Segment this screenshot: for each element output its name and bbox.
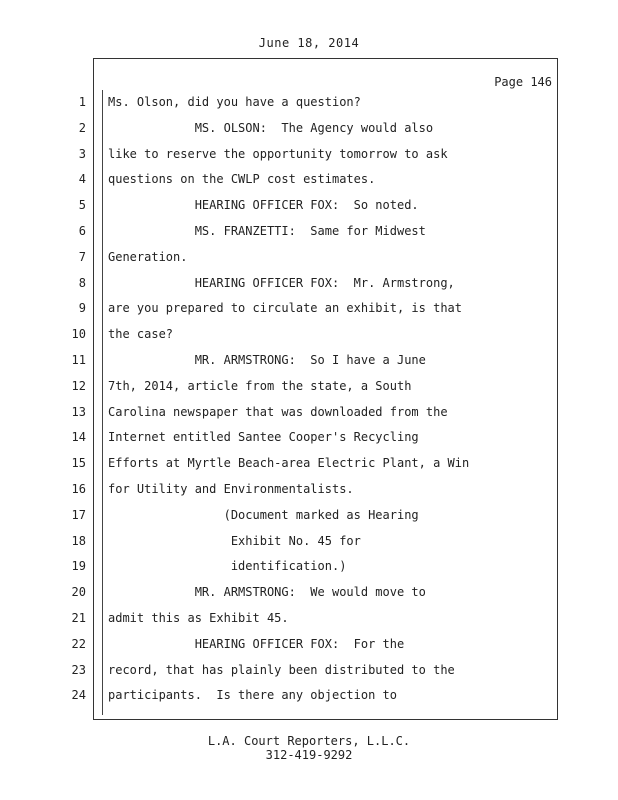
line-number: 9	[78, 301, 86, 316]
line-text: MR. ARMSTRONG: So I have a June	[108, 353, 426, 367]
line-text: HEARING OFFICER FOX: For the	[108, 636, 405, 651]
line-number: 8	[78, 275, 86, 290]
line-number: 16	[71, 482, 86, 496]
line-text: HEARING OFFICER FOX: Mr. Armstrong,	[108, 275, 455, 290]
transcript-line	[0, 686, 618, 704]
line-number: 7	[78, 249, 86, 264]
line-number: 6	[78, 224, 86, 238]
line-number: 24	[71, 688, 86, 703]
line-number: 21	[71, 611, 86, 625]
line-number: 23	[71, 662, 86, 677]
line-text: MS. OLSON: The Agency would also	[108, 120, 434, 135]
transcript-line	[0, 609, 618, 627]
transcript-line	[0, 428, 618, 446]
transcript-date-header: June 18, 2014	[258, 36, 360, 50]
line-number: 18	[71, 533, 86, 548]
line-number: 15	[71, 456, 86, 471]
line-number: 3	[78, 146, 86, 161]
transcript-line	[0, 119, 618, 137]
transcript-line	[0, 532, 618, 550]
transcript-line	[0, 170, 618, 188]
line-number: 17	[71, 507, 86, 522]
transcript-line	[0, 325, 618, 343]
line-text: Internet entitled Santee Cooper's Recycling	[108, 430, 419, 445]
transcript-line	[0, 248, 618, 266]
line-text: 7th, 2014, article from the state, a South	[108, 378, 412, 393]
line-number: 1	[78, 95, 86, 109]
line-text: MR. ARMSTRONG: We would move to	[108, 585, 426, 600]
court-reporter-phone: 312-419-9292	[265, 748, 353, 762]
transcript-line	[0, 377, 618, 395]
transcript-line	[0, 635, 618, 653]
line-number: 10	[71, 327, 86, 342]
line-number: 13	[71, 404, 86, 419]
transcript-line	[0, 222, 618, 240]
line-text: MS. FRANZETTI: Same for Midwest	[108, 224, 426, 238]
line-text: participants. Is there any objection to	[108, 688, 397, 703]
line-text: Generation.	[108, 249, 188, 264]
transcript-line	[0, 583, 618, 601]
transcript-line	[0, 403, 618, 421]
transcript-line	[0, 351, 618, 369]
line-text: HEARING OFFICER FOX: So noted.	[108, 198, 419, 213]
transcript-line	[0, 93, 618, 111]
line-text: admit this as Exhibit 45.	[108, 611, 289, 625]
line-number: 5	[78, 198, 86, 213]
line-text: are you prepared to circulate an exhibit, is that	[108, 301, 463, 316]
line-number: 12	[71, 378, 86, 393]
transcript-line	[0, 661, 618, 679]
line-number: 4	[78, 172, 86, 187]
transcript-line	[0, 145, 618, 163]
court-reporter-name: L.A. Court Reporters, L.L.C.	[207, 734, 411, 748]
transcript-line	[0, 454, 618, 472]
transcript-line	[0, 506, 618, 524]
transcript-line	[0, 299, 618, 317]
transcript-line	[0, 274, 618, 292]
line-number: 20	[71, 585, 86, 600]
line-number: 22	[71, 636, 86, 651]
transcript-line	[0, 196, 618, 214]
line-text: the case?	[108, 327, 174, 342]
line-number: 11	[71, 353, 86, 367]
line-number: 2	[78, 120, 86, 135]
line-text: Exhibit No. 45 for	[108, 533, 361, 548]
line-number: 19	[71, 559, 86, 574]
line-text: questions on the CWLP cost estimates.	[108, 172, 376, 187]
line-number: 14	[71, 430, 86, 445]
line-text: Efforts at Myrtle Beach-area Electric Plant, a Win	[108, 456, 470, 471]
transcript-line	[0, 480, 618, 498]
page-number: Page 146	[494, 75, 552, 89]
line-text: Carolina newspaper that was downloaded from the	[108, 404, 448, 419]
line-text: for Utility and Environmentalists.	[108, 482, 354, 496]
line-text: record, that has plainly been distributed to the	[108, 662, 455, 677]
line-text: identification.)	[108, 559, 347, 574]
transcript-line	[0, 557, 618, 575]
line-text: (Document marked as Hearing	[108, 507, 419, 522]
line-text: Ms. Olson, did you have a question?	[108, 95, 361, 109]
line-text: like to reserve the opportunity tomorrow to ask	[108, 146, 448, 161]
